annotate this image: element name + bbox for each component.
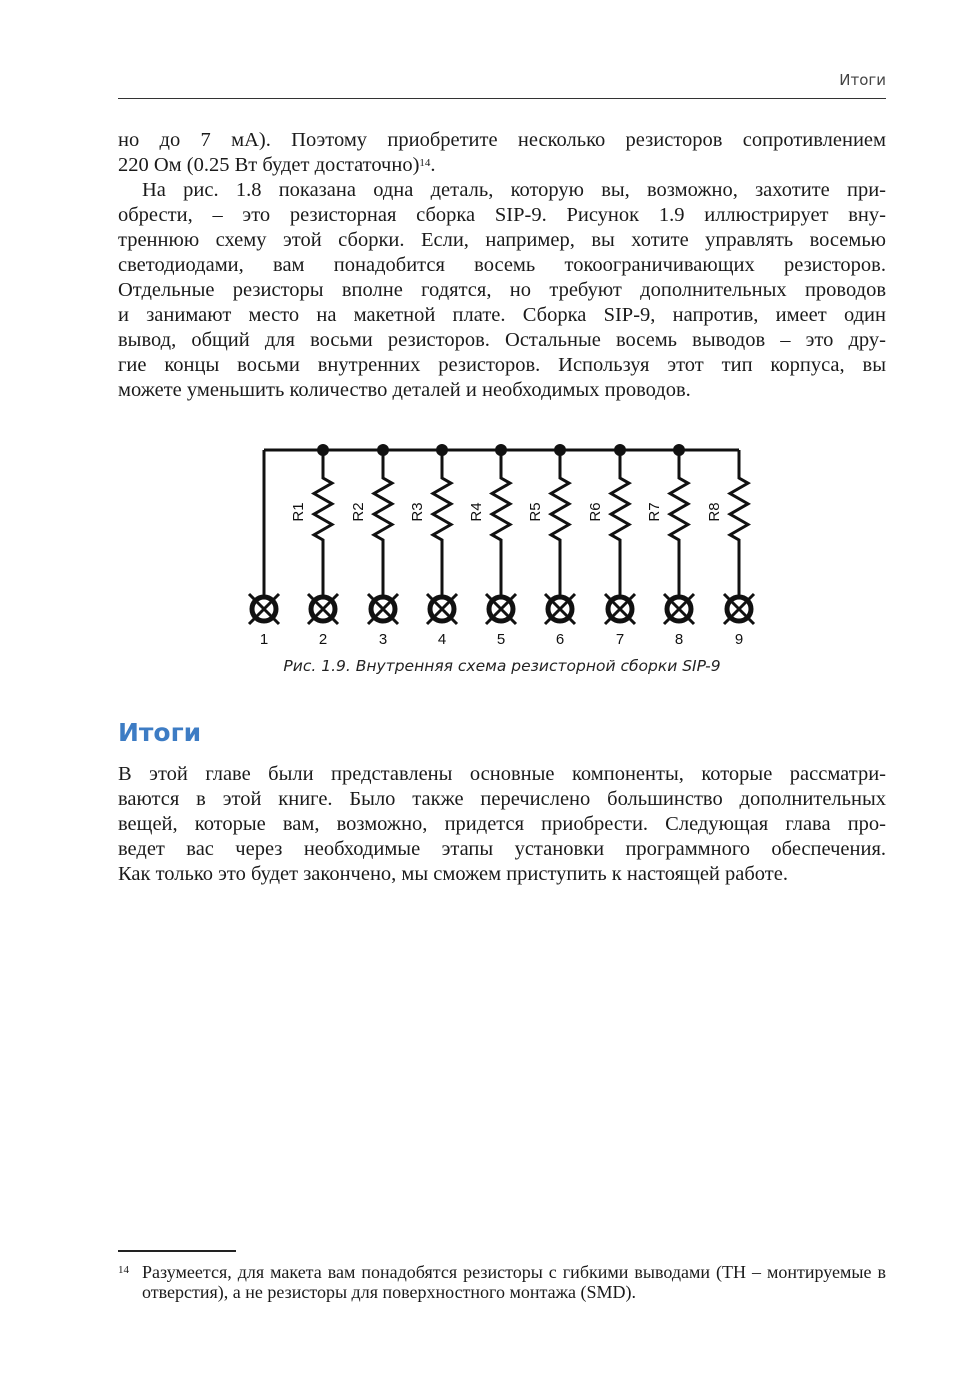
pin-number: 2	[318, 631, 328, 648]
resistor-label: R2	[350, 502, 367, 522]
paragraph-1	[118, 128, 886, 178]
figure-caption: Рис. 1.9. Внутренняя схема резисторной сборки SIP-9	[283, 657, 721, 675]
text-line: ваются в этой книге. Было также перечислено большинство дополнительных	[118, 788, 886, 810]
footnote-mark: 14	[118, 1264, 129, 1276]
resistor-r4	[492, 450, 510, 609]
text-line: обрести, – это резисторная сборка SIP-9. Рисунок 1.9 иллюстрирует вну-	[118, 204, 886, 226]
footnote-rule	[118, 1250, 236, 1252]
junction-dot	[495, 444, 507, 456]
resistor-r7	[670, 450, 688, 609]
text-line: треннюю схему этой сборки. Если, например, вы хотите управлять восемью	[118, 229, 886, 251]
resistor-r5	[551, 450, 569, 609]
pin-number: 7	[615, 631, 625, 648]
sip9-schematic	[240, 430, 760, 655]
text-line: ведет вас через необходимые этапы установки программного обеспечения.	[118, 838, 886, 860]
junction-dot	[436, 444, 448, 456]
resistor-label: R3	[409, 502, 426, 522]
resistor-r6	[611, 450, 629, 609]
paragraph-2	[118, 178, 886, 403]
pin-number: 1	[259, 631, 269, 648]
pin-number: 5	[496, 631, 506, 648]
text-line: но до 7 мА). Поэтому приобретите несколько резисторов сопротивлением	[118, 129, 886, 151]
resistor-r3	[433, 450, 451, 609]
section-title: Итоги	[118, 718, 202, 747]
text-line: В этой главе были представлены основные компоненты, которые рассматри-	[118, 763, 886, 785]
junction-dot	[377, 444, 389, 456]
text-line: Отдельные резисторы вполне годятся, но требуют дополнительных проводов	[118, 279, 886, 301]
text-line: гие концы восьми внутренних резисторов. Используя этот тип корпуса, вы	[118, 354, 886, 376]
text-line: и занимают место на макетной плате. Сборка SIP-9, напротив, имеет один	[118, 304, 886, 326]
header-rule	[118, 98, 886, 99]
footnote	[118, 1262, 886, 1302]
resistor-r1	[314, 450, 332, 609]
footnote-ref[interactable]: 14	[419, 157, 431, 169]
pin-number: 9	[734, 631, 744, 648]
resistor-label: R5	[527, 502, 544, 522]
resistor-r8	[730, 450, 748, 609]
junction-dot	[673, 444, 685, 456]
pin-number: 6	[555, 631, 565, 648]
footnote-text: Разумеется, для макета вам понадобятся резисторы с гибкими выводами (TH – монтируемые в отверстия), а не резисторы для поверхностного монтажа (SMD).	[142, 1262, 886, 1302]
text-line: вещей, которые вам, возможно, придется приобрести. Следующая глава про-	[118, 813, 886, 835]
resistor-label: R4	[468, 502, 485, 522]
resistor-label: R8	[706, 502, 723, 522]
paragraph-summary	[118, 762, 886, 887]
junction-dot	[317, 444, 329, 456]
text-line: 220 Ом (0.25 Вт будет достаточно)$^{14}$.	[118, 154, 436, 176]
resistor-label: R6	[587, 502, 604, 522]
pin-number: 4	[437, 631, 447, 648]
text-line: На рис. 1.8 показана одна деталь, которую вы, возможно, захотите при-	[142, 179, 886, 201]
text-line: вывод, общий для восьми резисторов. Остальные восемь выводов – это дру-	[118, 329, 886, 351]
junction-dot	[554, 444, 566, 456]
pin-number: 8	[674, 631, 684, 648]
text-line: Как только это будет закончено, мы сможем приступить к настоящей работе.	[118, 863, 788, 885]
junction-dot	[614, 444, 626, 456]
resistor-label: R1	[290, 502, 307, 522]
running-head: Итоги	[839, 71, 886, 89]
text-line: можете уменьшить количество деталей и необходимых проводов.	[118, 379, 691, 401]
pin-number: 3	[378, 631, 388, 648]
resistor-label: R7	[646, 502, 663, 522]
text-line: светодиодами, вам понадобится восемь токоограничивающих резисторов.	[118, 254, 886, 276]
resistor-r2	[374, 450, 392, 609]
